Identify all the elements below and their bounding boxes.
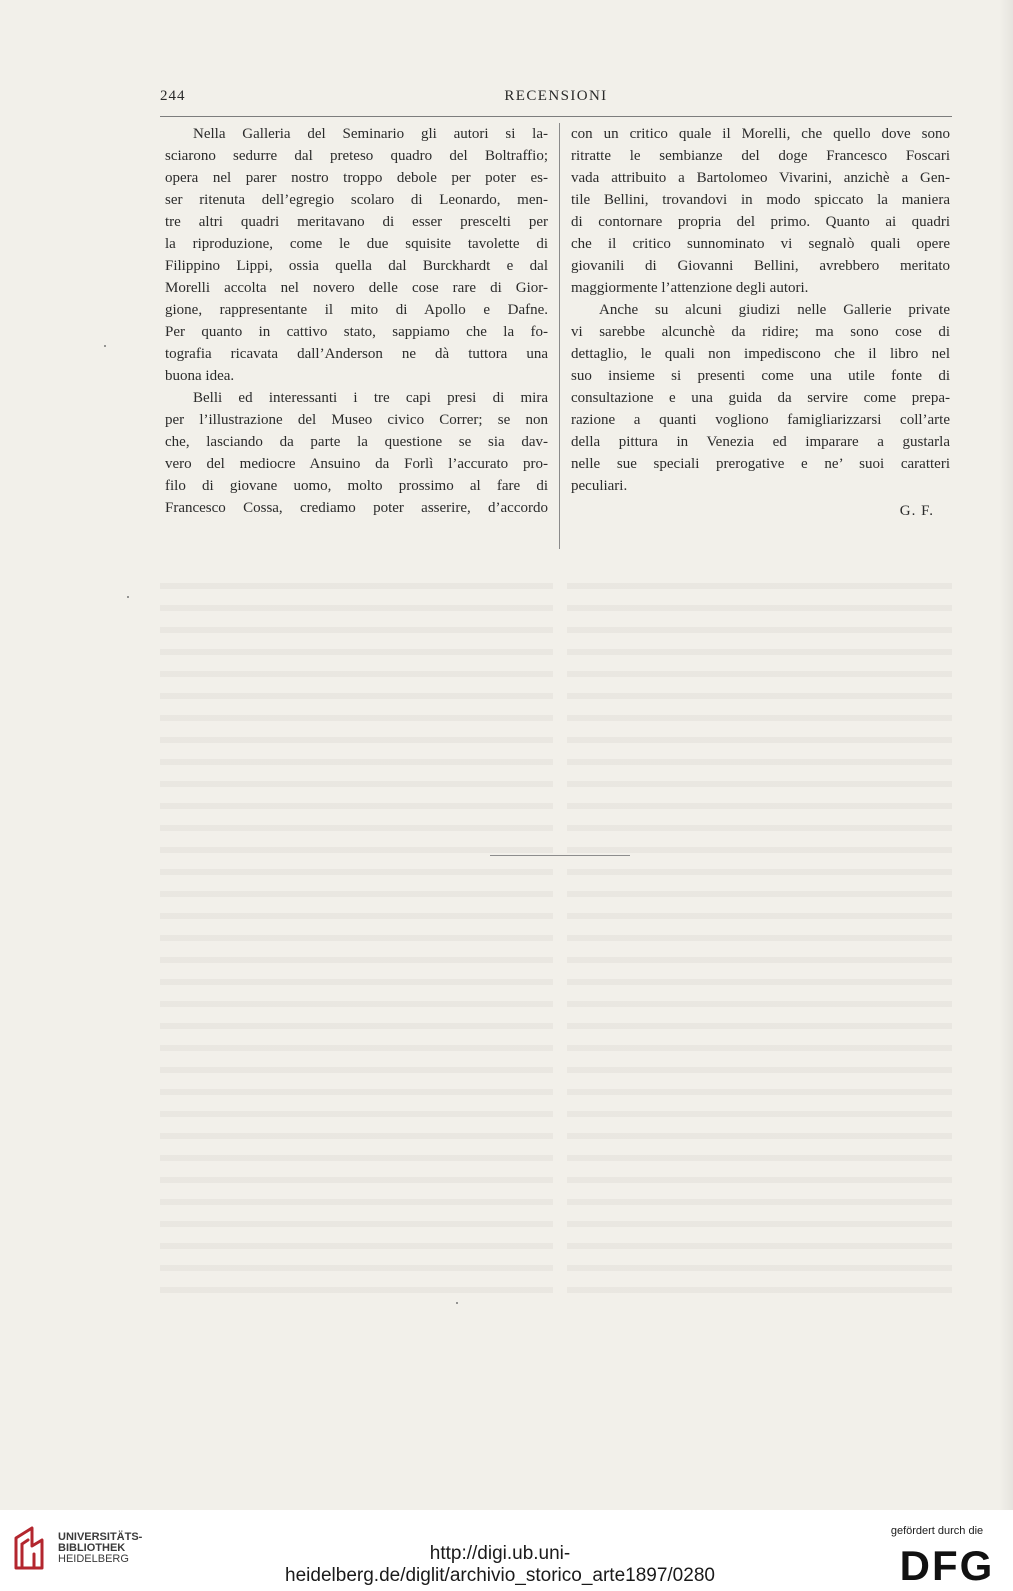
text-line: con un critico quale il Morelli, che quello dove sono	[571, 126, 950, 142]
page-header	[160, 88, 952, 108]
header-rule	[160, 116, 952, 117]
text-line: che, lasciando da parte la questione se sia dav-	[165, 434, 548, 450]
text-line: Filippino Lippi, ossia quella dal Burckhardt e dal	[165, 258, 548, 274]
text-line: per l’illustrazione del Museo civico Correr; se non	[165, 412, 548, 428]
text-line: vero del mediocre Ansuino da Forlì l’accurato pro-	[165, 456, 548, 472]
dfg-logo-icon	[893, 1544, 1001, 1584]
paper-speck	[127, 596, 129, 598]
text-line: Morelli accolta nel novero delle cose rare di Gior-	[165, 280, 548, 296]
text-line: sciarono sedurre dal preteso quadro del Boltraffio;	[165, 148, 548, 164]
text-line: suo insieme si presenti come una utile fonte di	[571, 368, 950, 384]
text-line: la riproduzione, come le due squisite tavolette di	[165, 236, 548, 252]
permalink-url[interactable]: http://digi.ub.uni-heidelberg.de/diglit/archivio_storico_arte1897/0280	[285, 1543, 715, 1586]
text-line: che il critico sunnominato vi segnalò quali opere	[571, 236, 950, 252]
text-line: vi sarebbe alcunchè da ridire; ma sono cose di	[571, 324, 950, 340]
left-column	[165, 123, 548, 519]
paper-speck	[104, 345, 106, 347]
text-line: Belli ed interessanti i tre capi presi di mira	[193, 390, 548, 406]
text-line: giovanili di Giovanni Bellini, avrebbero meritato	[571, 258, 950, 274]
text-line: Nella Galleria del Seminario gli autori si la-	[193, 126, 548, 142]
text-line: maggiormente l’attenzione degli autori.	[571, 280, 809, 296]
text-line: dettaglio, le quali non impediscono che il libro nel	[571, 346, 950, 362]
end-rule	[490, 855, 630, 856]
text-line: Per quanto in cattivo stato, sappiamo che la fo-	[165, 324, 548, 340]
text-line: Anche su alcuni giudizi nelle Gallerie private	[599, 302, 950, 318]
text-line: ser ritenuta dell’egregio scolaro di Leonardo, men-	[165, 192, 548, 208]
viewer-footer	[0, 1510, 1013, 1591]
library-name-line: UNIVERSITÄTS-	[58, 1531, 143, 1543]
text-line: tre altri quadri meritavano di esser prescelti per	[165, 214, 548, 230]
right-column	[571, 123, 950, 522]
page-number: 244	[160, 88, 186, 104]
author-signature: G. F.	[899, 503, 934, 519]
text-line: peculiari.	[571, 478, 628, 494]
show-through-gutter	[553, 570, 567, 1300]
text-line: della pittura in Venezia ed imparare a gustarla	[571, 434, 950, 450]
text-line: vada attribuito a Bartolomeo Vivarini, anzichè a Gen-	[571, 170, 950, 186]
library-name-line: BIBLIOTHEK	[58, 1542, 126, 1554]
text-line: Francesco Cossa, crediamo poter asserire, d’accordo	[165, 500, 548, 516]
text-line: tile Bellini, trovandovi in modo spiccato la maniera	[571, 192, 950, 208]
text-line: consultazione e una guida da servire come prepa-	[571, 390, 950, 406]
running-title: RECENSIONI	[504, 88, 608, 104]
library-name-line: HEIDELBERG	[58, 1553, 129, 1565]
university-library-logo-icon	[12, 1524, 46, 1574]
text-line: nelle sue speciali prerogative e ne’ suoi caratteri	[571, 456, 950, 472]
text-line: gione, rappresentante il mito di Apollo e Dafne.	[165, 302, 548, 318]
text-line: di contornare propria del primo. Quanto ai quadri	[571, 214, 950, 230]
text-line: razione a quanti vogliono famigliarizzarsi coll’arte	[571, 412, 950, 428]
text-line: filo di giovane uomo, molto prossimo al fare di	[165, 478, 548, 494]
university-library-name	[58, 1532, 142, 1565]
paper-speck	[456, 1302, 458, 1304]
text-line: tografia ricavata dall’Anderson ne dà tuttora una	[165, 346, 548, 362]
dfg-logo-text: DFG	[899, 1544, 995, 1584]
text-line: opera nel parer nostro troppo debole per poter es-	[165, 170, 548, 186]
funding-caption: gefördert durch die	[890, 1525, 984, 1537]
text-line: buona idea.	[165, 368, 235, 384]
column-rule	[559, 123, 560, 549]
text-line: ritratte le sembianze del doge Francesco Foscari	[571, 148, 950, 164]
